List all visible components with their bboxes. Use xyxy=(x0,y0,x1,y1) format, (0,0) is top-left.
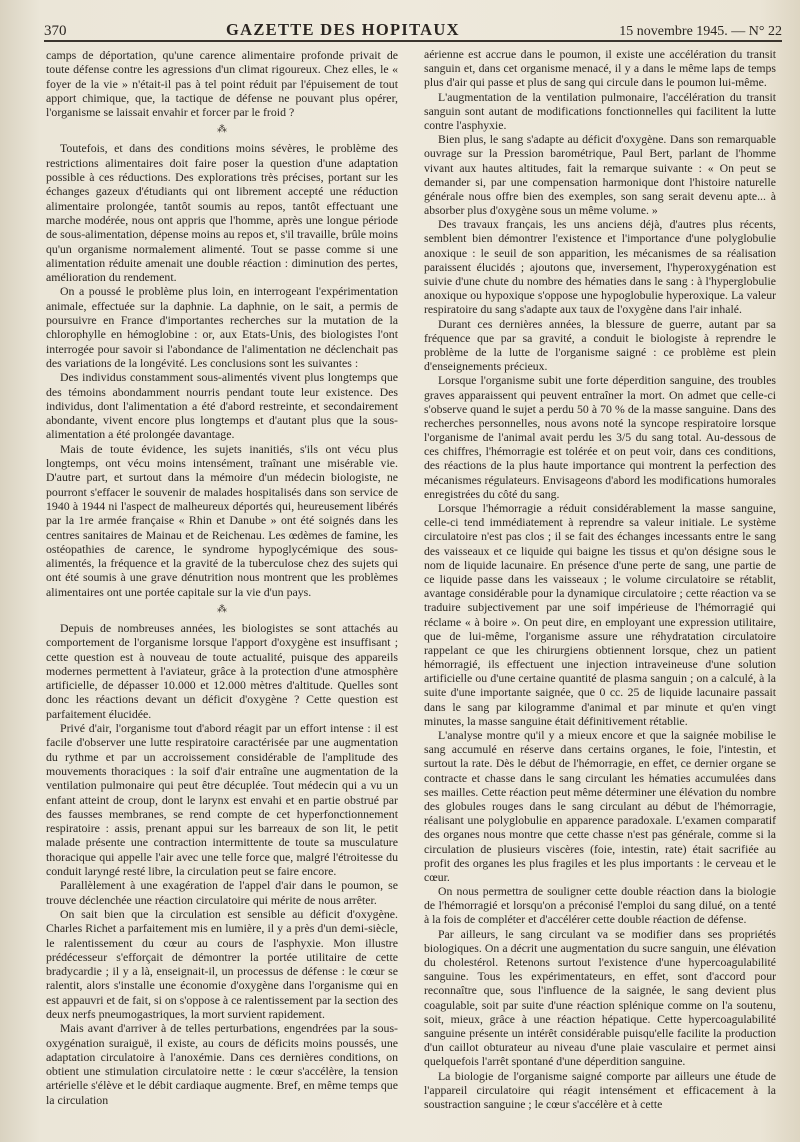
section-separator: ⁂ xyxy=(217,603,227,615)
journal-title: GAZETTE DES HOPITAUX xyxy=(225,20,460,39)
section-separator: ⁂ xyxy=(217,124,227,136)
paragraph: Mais de toute évidence, les sujets inanitiés, s'ils ont vécu plus longtemps, ont vécu moins intensément, traînant une misérable vie. D'autre part, et surtout dans la mémoire d'un médecin biologiste, ne pourront s'effacer le souvenir de malades hospitalisés dans son service de 1940 à 1944 ni l'aspect de malheureux déportés qui, heureusement libérés par la 1re armée française « Rhin et Danube » ont été soignés dans les centres sanitaires de Mainau et de Reichenau. Les œdèmes de famine, les ostéopathies de carence, le syndrome hypoglycémique des sous-alimentés, la fréquence et la gravité de la tuberculose chez des sujets qui ont été soumis à une grave dénutrition nous montrent que les problèmes alimentaires ont une portée capitale sur la vie d'un pays. xyxy=(46,441,398,599)
paragraph: Lorsque l'hémorragie a réduit considérablement la masse sanguine, celle-ci tend immédiatement à reprendre sa valeur initiale. Le système circulatoire n'est pas clos ; il se fait des échanges incessants entre le sang des vaisseaux et ce liquide qui baigne les tissus et qu'on désigne sous le nom de liquide lacunaire. En présence d'une perte de sang, une partie de ce liquide passe dans les vaisseaux ; le volume circulatoire se rétablit, avantage considérable pour la dynamique circulatoire ; cette réaction va se traduire subjectivement par une soif impérieuse de l'hémorragié qui réclame « à boire ». On peut dire, en employant une expression utilitaire, que de lui-même, l'organisme assure une réhydratation circulatoire rappelant ce que les chirurgiens obtiennent lorsque, chez un patient hémorragié, ils effectuent une injection intraveineuse d'une solution artificielle ou d'une certaine quantité de plasma sanguin ; on a calculé, à la suite d'une importante saignée, que 0 cc. 25 de liquide lacunaire passait dans le sang par kilogramme d'animal et par minute et qu'en vingt minutes, la masse sanguine était définitivement rétablie. xyxy=(424,502,776,728)
paragraph: On nous permettra de souligner cette double réaction dans la biologie de l'hémorragié et lorsqu'on a préconisé l'emploi du sang dilué, on a tenté à la fois de compléter et d'accélérer cette double réaction de défense. xyxy=(424,885,776,927)
issue-date: 15 novembre 1945. — N° 22 xyxy=(619,24,782,39)
page-number: 370 xyxy=(44,23,67,39)
paragraph: Depuis de nombreuses années, les biologistes se sont attachés au comportement de l'organisme lorsque l'apport d'oxygène est insuffisant ; cette question est à nouveau de toute actualité, puisque des appareils modernes permettent à l'aviateur, grâce à la protection d'une atmosphère artificielle, de dépasser 10.000 et 12.000 mètres d'altitude. Quelles sont donc les réactions devant un déficit d'oxygène ? Cette question est parfaitement élucidée. xyxy=(46,620,398,721)
paragraph: L'analyse montre qu'il y a mieux encore et que la saignée mobilise le sang accumulé en réserve dans certains organes, le foie, l'intestin, et surtout la rate. Dès le début de l'hémorragie, en effet, ce dernier organe se contracte et chasse dans le sang circulant les hématies accumulées dans ses mailles. Cette réaction peut même déterminer une élévation du nombre des globules rouges dans le sang circulant au début de l'hémorragie, réalisant une polyglobulie en apparence paradoxale. L'examen comparatif des organes nous montre que cette chasse n'est pas générale, comme si la circulation de plusieurs viscères (foie, intestin, rate) était sacrifiée au profit des organes les plus fragiles et les plus importants : le cerveau et le cœur. xyxy=(424,729,776,884)
page-header xyxy=(44,14,782,42)
paragraph: Mais avant d'arriver à de telles perturbations, engendrées par la sous-oxygénation suraiguë, il existe, au cours de déficits moins poussés, une adaptation circulatoire à l'anoxémie. Dans ces dernières conditions, on obtient une stimulation circulatoire nette : le cœur s'accélère, la tension artérielle s'élève et le débit cardiaque augmente. Bref, en même temps que la circulation xyxy=(46,1021,398,1107)
paragraph: On sait bien que la circulation est sensible au déficit d'oxygène. Charles Richet a parfaitement mis en lumière, il y a près d'un demi-siècle, le ralentissement du cœur au cours de l'asphyxie. Mon illustre prédécesseur s'efforçait de démontrer la portée utilitaire de cette bradycardie ; il y a là, enseignait-il, un processus de défense : le cœur se ralentit, alors s'installe une économie d'oxygène dans l'organisme qui en est appauvri et de fait, si on s'oppose à ce ralentissement par la section des deux nerfs pneumogastriques, la mort survient rapidement. xyxy=(46,906,398,1021)
paragraph: Lorsque l'organisme subit une forte déperdition sanguine, des troubles graves apparaissent qui peuvent entraîner la mort. On admet que celle-ci s'observe quand le sujet a perdu 50 à 70 % de la masse sanguine. Dans des recherches personnelles, nous avons noté la syncope respiratoire lorsque l'organisme de l'animal avait perdu les 3/5 du sang total. Au-dessous de ces chiffres, l'hémorragie est tolérée et on peut voir, dans ces conditions, des réactions de la plus haute importance qui montrent la perfection des mécanismes régulateurs. Envisageons d'abord les modifications humorales enregistrées du côté du sang. xyxy=(424,374,776,501)
paragraph: Durant ces dernières années, la blessure de guerre, autant par sa fréquence que par sa gravité, a conduit le biologiste à reprendre le problème de la lutte de l'organisme saigné : ce problème est plein d'enseignements précieux. xyxy=(424,317,776,374)
left-column xyxy=(46,48,398,1107)
paragraph: aérienne est accrue dans le poumon, il existe une accélération du transit sanguin et, dans cet organisme menacé, il y a dans le même laps de temps plus d'air qui passe et plus de sang qui circule dans le poumon lui-même. xyxy=(424,48,776,90)
paragraph: On a poussé le problème plus loin, en interrogeant l'expérimentation animale, effectuée sur la daphnie. La daphnie, on le sait, a permis de poursuivre en France d'importantes recherches sur la mutation de la chlorophylle en hémoglobine : or, aux Etats-Unis, des biologistes l'ont interrogée pour savoir si l'abondance de l'alimentation ne déclenchait pas des variations de la longévité. Les conclusions sont les suivantes : xyxy=(46,284,398,370)
paragraph: L'augmentation de la ventilation pulmonaire, l'accélération du transit sanguin sont autant de modifications fonctionnelles qui facilitent la lutte contre l'asphyxie. xyxy=(424,90,776,132)
paragraph: Bien plus, le sang s'adapte au déficit d'oxygène. Dans son remarquable ouvrage sur la Pression barométrique, Paul Bert, parlant de l'homme vivant aux hautes altitudes, fait la remarque suivante : « On peut se demander si, par une compensation harmonique dont l'histoire naturelle générale nous offre bien des exemples, son sang serait devenu apte... à absorber plus d'oxygène sous un même volume. » xyxy=(424,133,776,218)
paragraph: Des individus constamment sous-alimentés vivent plus longtemps que des témoins abondamment nourris pendant toute leur existence. Des individus, dont l'alimentation a été d'abord restreinte, et secondairement abondante, vivent encore plus longtemps et d'autant plus que la sous-alimentation a été prolongée davantage. xyxy=(46,370,398,442)
paragraph: Privé d'air, l'organisme tout d'abord réagit par un effort intense : il est facile d'observer une lutte respiratoire caractérisée par une augmentation du rythme et par un accroissement considérable de l'amplitude des mouvements thoraciques : la soif d'air entraîne une augmentation de la ventilation pulmonaire qui peut être décuplée. Tout médecin qui a vu un enfant atteint de croup, dont le larynx est envahi et en partie obstrué par des fausses membranes, se rend compte de cet hyperfonctionnement respiratoire : assis, prenant appui sur les barreaux de son lit, le petit malade présente une contraction intermittente de toute sa musculature thoracique qui appelle l'air avec une telle force que, malgré l'étroitesse du conduit laryngé resté libre, la circulation peut se faire encore. xyxy=(46,721,398,879)
paragraph: Toutefois, et dans des conditions moins sévères, le problème des restrictions alimentaires doit faire poser la question d'une adaptation possible à ces réductions. Des explorations très précises, portant sur les échanges gazeux d'étudiants qui ont librement accepté une réduction alimentaire prolongée, tantôt soumis au repos, tantôt effectuant une marche modérée, nous ont appris que l'homme, après une longue période de sous-alimentation, dépense moins au repos et, s'il travaille, brûle moins qu'un organisme normalement alimenté. Tout se passe comme si une alimentation réduite amenait une double réaction : diminution des pertes, amélioration du rendement. xyxy=(46,141,398,285)
paragraph: Des travaux français, les uns anciens déjà, d'autres plus récents, semblent bien démontrer l'existence et l'importance d'une polyglobulie anoxique : le seuil de son apparition, les mécanismes de sa réalisation paraissent élucidés ; ajoutons que, inversement, l'hyperoxygénation est suivie d'une chute du nombre des hématies dans le sang : à l'hyperglobulie anoxique ou hypoxique s'oppose une hypoglobulie hyperoxique. La valeur respiratoire du sang s'adapte aux taux de l'oxygène dans l'air inhalé. xyxy=(424,218,776,317)
paragraph: La biologie de l'organisme saigné comporte par ailleurs une étude de l'appareil circulatoire qui réagit intensément et efficacement à la soustraction sanguine ; le cœur s'accélère et à cette xyxy=(424,1069,776,1111)
paragraph: Par ailleurs, le sang circulant va se modifier dans ses propriétés biologiques. On a décrit une augmentation du sucre sanguin, une élévation du cholestérol. Retenons surtout l'existence d'une hypercoagulabilité sanguine. Tous les expérimentateurs, en effet, sont d'accord pour reconnaître que, sous l'influence de la saignée, le sang devient plus coagulable, soit par suite d'une réaction splénique comme on l'a soutenu, soit, mieux, grâce à une réaction hépatique. Cette hypercoagulabilité sanguine présente un intérêt considérable puisqu'elle facilite la production d'un caillot obturateur au niveau d'une plaie vasculaire et permet ainsi quelquefois l'arrêt spontané d'une déperdition sanguine. xyxy=(424,927,776,1069)
paragraph: Parallèlement à une exagération de l'appel d'air dans le poumon, se trouve déclenchée une réaction circulatoire qui mérite de nous arrêter. xyxy=(46,878,398,907)
paragraph: camps de déportation, qu'une carence alimentaire profonde privait de toute défense contre les agressions d'un climat rigoureux. Chez elles, le « foyer de la vie » n'était-il pas à tel point réduit par l'épuisement de tout apport chimique, que, la tactique de défense ne pouvant plus opérer, l'organisme se laissait envahir et forcer par le froid ? xyxy=(46,48,398,120)
right-column xyxy=(424,48,776,1112)
